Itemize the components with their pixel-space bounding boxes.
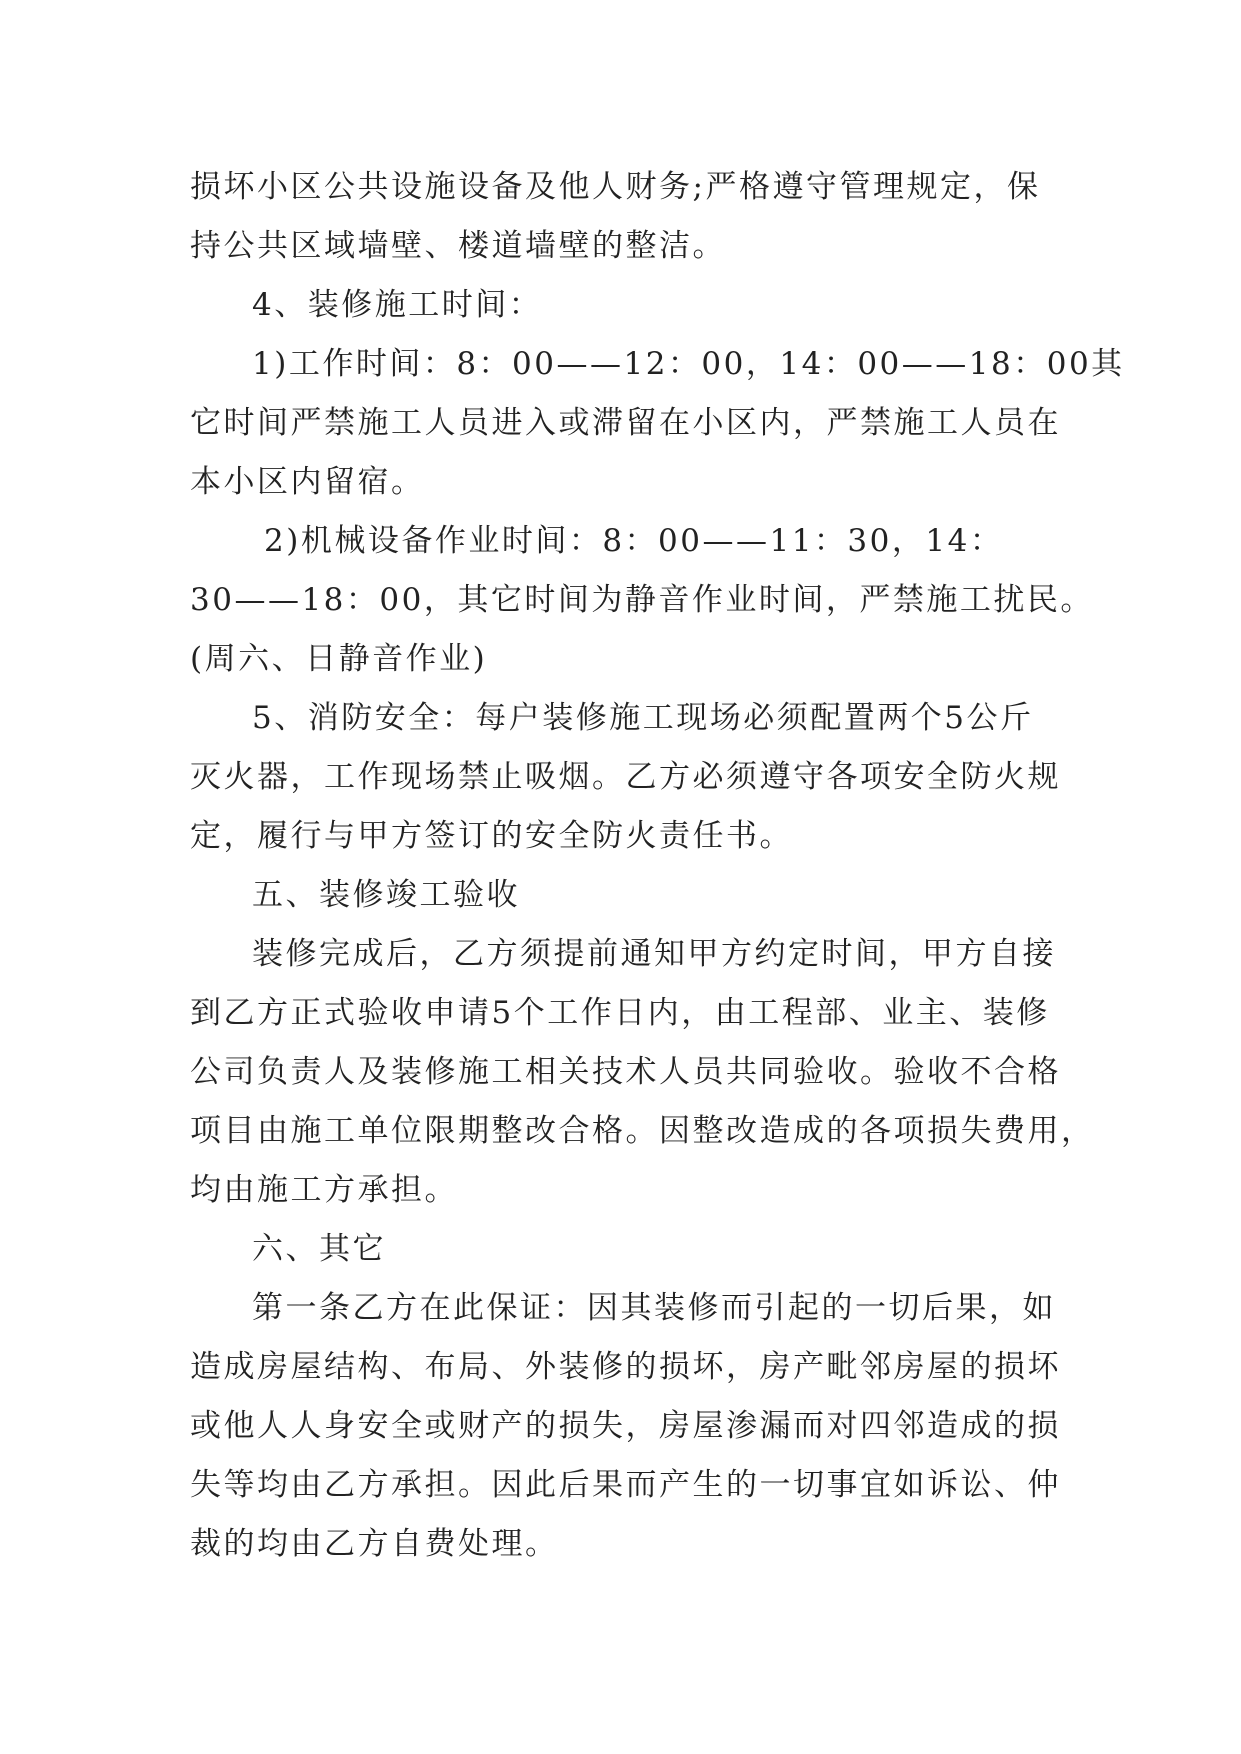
text-line: 到乙方正式验收申请5个工作日内，由工程部、业主、装修 — [190, 995, 1050, 1031]
text-line: 均由施工方承担。 — [190, 1172, 458, 1208]
text-line: 30——18：00，其它时间为静音作业时间，严禁施工扰民。 — [190, 582, 1094, 618]
text-line: 5、消防安全：每户装修施工现场必须配置两个5公斤 — [252, 700, 1034, 736]
text-line: 灭火器，工作现场禁止吸烟。乙方必须遵守各项安全防火规 — [190, 759, 1061, 795]
section-heading: 4、装修施工时间： — [252, 287, 543, 323]
text-line: (周六、日静音作业) — [190, 641, 488, 677]
text-line: 损坏小区公共设施设备及他人财务;严格遵守管理规定，保 — [190, 169, 1041, 205]
text-line: 持公共区域墙壁、楼道墙壁的整洁。 — [190, 228, 726, 264]
text-line: 装修完成后，乙方须提前通知甲方约定时间，甲方自接 — [252, 936, 1056, 972]
text-line: 1)工作时间：8：00——12：00，14：00——18：00其 — [252, 346, 1125, 382]
text-line: 项目由施工单位限期整改合格。因整改造成的各项损失费用， — [190, 1113, 1095, 1149]
text-line: 2)机械设备作业时间：8：00——11：30，14： — [264, 523, 1004, 559]
text-line: 失等均由乙方承担。因此后果而产生的一切事宜如诉讼、仲 — [190, 1467, 1061, 1503]
text-line: 公司负责人及装修施工相关技术人员共同验收。验收不合格 — [190, 1054, 1061, 1090]
text-line: 它时间严禁施工人员进入或滞留在小区内，严禁施工人员在 — [190, 405, 1061, 441]
document-body — [190, 158, 1125, 1574]
text-line: 定，履行与甲方签订的安全防火责任书。 — [190, 818, 793, 854]
text-line: 第一条乙方在此保证：因其装修而引起的一切后果，如 — [252, 1290, 1056, 1326]
text-line: 造成房屋结构、布局、外装修的损坏，房产毗邻房屋的损坏 — [190, 1349, 1061, 1385]
text-line: 或他人人身安全或财产的损失，房屋渗漏而对四邻造成的损 — [190, 1408, 1061, 1444]
section-heading: 五、装修竣工验收 — [252, 877, 520, 913]
text-line: 裁的均由乙方自费处理。 — [190, 1526, 559, 1562]
section-heading: 六、其它 — [252, 1231, 386, 1267]
text-line: 本小区内留宿。 — [190, 464, 425, 500]
